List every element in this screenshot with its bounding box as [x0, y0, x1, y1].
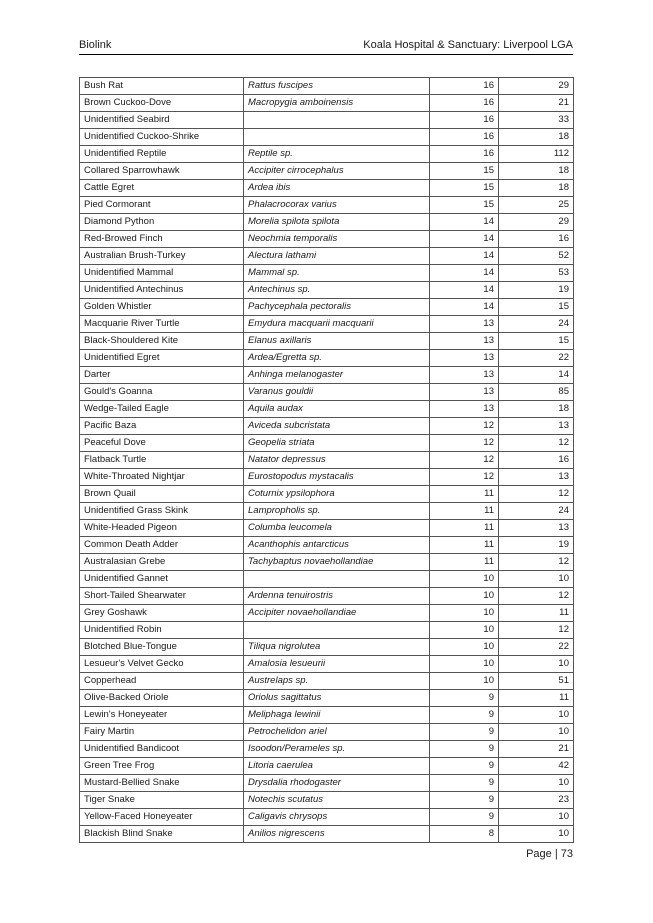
table-row	[80, 826, 574, 843]
count-cell-1: 8	[430, 826, 499, 843]
scientific-name-cell: Austrelaps sp.	[244, 673, 430, 690]
common-name-cell: Lesueur's Velvet Gecko	[80, 656, 244, 673]
scientific-name-cell: Amalosia lesueurii	[244, 656, 430, 673]
count-cell-1: 14	[430, 265, 499, 282]
table-row	[80, 197, 574, 214]
count-cell-2: 19	[499, 537, 574, 554]
table-row	[80, 588, 574, 605]
count-cell-2: 18	[499, 163, 574, 180]
common-name-cell: Brown Quail	[80, 486, 244, 503]
table-row	[80, 146, 574, 163]
common-name-cell: Unidentified Bandicoot	[80, 741, 244, 758]
scientific-name-cell: Eurostopodus mystacalis	[244, 469, 430, 486]
table-row	[80, 690, 574, 707]
scientific-name-cell: Drysdalia rhodogaster	[244, 775, 430, 792]
scientific-name-cell: Tachybaptus novaehollandiae	[244, 554, 430, 571]
count-cell-1: 13	[430, 367, 499, 384]
count-cell-1: 9	[430, 775, 499, 792]
common-name-cell: Australasian Grebe	[80, 554, 244, 571]
table-row	[80, 809, 574, 826]
common-name-cell: Tiger Snake	[80, 792, 244, 809]
table-row	[80, 656, 574, 673]
scientific-name-cell: Mammal sp.	[244, 265, 430, 282]
common-name-cell: Pacific Baza	[80, 418, 244, 435]
count-cell-2: 85	[499, 384, 574, 401]
common-name-cell: Unidentified Seabird	[80, 112, 244, 129]
common-name-cell: Grey Goshawk	[80, 605, 244, 622]
common-name-cell: Unidentified Egret	[80, 350, 244, 367]
scientific-name-cell: Rattus fuscipes	[244, 78, 430, 95]
scientific-name-cell: Emydura macquarii macquarii	[244, 316, 430, 333]
count-cell-1: 9	[430, 792, 499, 809]
count-cell-2: 22	[499, 639, 574, 656]
page-number: Page | 73	[526, 848, 573, 860]
count-cell-1: 16	[430, 146, 499, 163]
scientific-name-cell	[244, 571, 430, 588]
count-cell-1: 16	[430, 78, 499, 95]
table-row	[80, 95, 574, 112]
count-cell-1: 11	[430, 520, 499, 537]
scientific-name-cell: Anhinga melanogaster	[244, 367, 430, 384]
common-name-cell: Red-Browed Finch	[80, 231, 244, 248]
table-row	[80, 231, 574, 248]
count-cell-1: 11	[430, 554, 499, 571]
count-cell-2: 10	[499, 707, 574, 724]
count-cell-2: 18	[499, 401, 574, 418]
count-cell-2: 10	[499, 724, 574, 741]
scientific-name-cell: Meliphaga lewinii	[244, 707, 430, 724]
scientific-name-cell: Columba leucomela	[244, 520, 430, 537]
table-row	[80, 520, 574, 537]
common-name-cell: Unidentified Antechinus	[80, 282, 244, 299]
scientific-name-cell: Petrochelidon ariel	[244, 724, 430, 741]
scientific-name-cell: Anilios nigrescens	[244, 826, 430, 843]
page-header	[79, 37, 573, 55]
common-name-cell: Collared Sparrowhawk	[80, 163, 244, 180]
count-cell-2: 18	[499, 129, 574, 146]
table-row	[80, 401, 574, 418]
scientific-name-cell: Acanthophis antarcticus	[244, 537, 430, 554]
count-cell-2: 12	[499, 622, 574, 639]
table-row	[80, 282, 574, 299]
table-row	[80, 316, 574, 333]
count-cell-2: 51	[499, 673, 574, 690]
table-row	[80, 163, 574, 180]
count-cell-1: 16	[430, 129, 499, 146]
common-name-cell: Lewin's Honeyeater	[80, 707, 244, 724]
common-name-cell: Unidentified Cuckoo-Shrike	[80, 129, 244, 146]
common-name-cell: Copperhead	[80, 673, 244, 690]
count-cell-1: 13	[430, 350, 499, 367]
table-row	[80, 605, 574, 622]
count-cell-2: 12	[499, 486, 574, 503]
count-cell-2: 42	[499, 758, 574, 775]
table-row	[80, 554, 574, 571]
count-cell-1: 12	[430, 452, 499, 469]
scientific-name-cell: Accipiter novaehollandiae	[244, 605, 430, 622]
scientific-name-cell: Aviceda subcristata	[244, 418, 430, 435]
count-cell-1: 10	[430, 588, 499, 605]
count-cell-1: 10	[430, 622, 499, 639]
scientific-name-cell: Caligavis chrysops	[244, 809, 430, 826]
scientific-name-cell: Notechis scutatus	[244, 792, 430, 809]
common-name-cell: Gould's Goanna	[80, 384, 244, 401]
count-cell-2: 24	[499, 316, 574, 333]
count-cell-2: 16	[499, 231, 574, 248]
count-cell-2: 11	[499, 605, 574, 622]
common-name-cell: Green Tree Frog	[80, 758, 244, 775]
scientific-name-cell: Lampropholis sp.	[244, 503, 430, 520]
common-name-cell: Cattle Egret	[80, 180, 244, 197]
count-cell-2: 29	[499, 214, 574, 231]
count-cell-2: 10	[499, 809, 574, 826]
common-name-cell: White-Headed Pigeon	[80, 520, 244, 537]
common-name-cell: Pied Cormorant	[80, 197, 244, 214]
count-cell-2: 14	[499, 367, 574, 384]
common-name-cell: Fairy Martin	[80, 724, 244, 741]
table-row	[80, 452, 574, 469]
table-row	[80, 367, 574, 384]
count-cell-2: 13	[499, 469, 574, 486]
count-cell-1: 12	[430, 435, 499, 452]
count-cell-1: 14	[430, 214, 499, 231]
common-name-cell: Unidentified Robin	[80, 622, 244, 639]
count-cell-1: 13	[430, 333, 499, 350]
scientific-name-cell: Oriolus sagittatus	[244, 690, 430, 707]
table-row	[80, 350, 574, 367]
table-row	[80, 571, 574, 588]
count-cell-2: 12	[499, 588, 574, 605]
scientific-name-cell: Litoria caerulea	[244, 758, 430, 775]
count-cell-1: 14	[430, 248, 499, 265]
count-cell-2: 112	[499, 146, 574, 163]
count-cell-2: 52	[499, 248, 574, 265]
scientific-name-cell: Ardea ibis	[244, 180, 430, 197]
common-name-cell: Unidentified Grass Skink	[80, 503, 244, 520]
scientific-name-cell: Reptile sp.	[244, 146, 430, 163]
count-cell-1: 11	[430, 486, 499, 503]
scientific-name-cell: Accipiter cirrocephalus	[244, 163, 430, 180]
scientific-name-cell: Phalacrocorax varius	[244, 197, 430, 214]
common-name-cell: Darter	[80, 367, 244, 384]
table-row	[80, 707, 574, 724]
scientific-name-cell: Morelia spilota spilota	[244, 214, 430, 231]
table-row	[80, 486, 574, 503]
scientific-name-cell	[244, 129, 430, 146]
count-cell-2: 22	[499, 350, 574, 367]
count-cell-1: 10	[430, 656, 499, 673]
scientific-name-cell: Varanus gouldii	[244, 384, 430, 401]
count-cell-1: 9	[430, 707, 499, 724]
common-name-cell: Short-Tailed Shearwater	[80, 588, 244, 605]
table-row	[80, 78, 574, 95]
common-name-cell: Yellow-Faced Honeyeater	[80, 809, 244, 826]
common-name-cell: Black-Shouldered Kite	[80, 333, 244, 350]
count-cell-1: 9	[430, 758, 499, 775]
common-name-cell: Brown Cuckoo-Dove	[80, 95, 244, 112]
count-cell-2: 23	[499, 792, 574, 809]
common-name-cell: Blotched Blue-Tongue	[80, 639, 244, 656]
count-cell-2: 25	[499, 197, 574, 214]
count-cell-1: 13	[430, 384, 499, 401]
common-name-cell: Flatback Turtle	[80, 452, 244, 469]
count-cell-1: 10	[430, 571, 499, 588]
scientific-name-cell: Coturnix ypsilophora	[244, 486, 430, 503]
count-cell-1: 14	[430, 299, 499, 316]
scientific-name-cell: Pachycephala pectoralis	[244, 299, 430, 316]
scientific-name-cell: Geopelia striata	[244, 435, 430, 452]
count-cell-1: 9	[430, 724, 499, 741]
common-name-cell: Golden Whistler	[80, 299, 244, 316]
common-name-cell: Unidentified Reptile	[80, 146, 244, 163]
table-row	[80, 673, 574, 690]
header-left-title: Biolink	[79, 39, 112, 51]
table-row	[80, 299, 574, 316]
common-name-cell: Common Death Adder	[80, 537, 244, 554]
scientific-name-cell: Ardea/Egretta sp.	[244, 350, 430, 367]
count-cell-2: 18	[499, 180, 574, 197]
table-row	[80, 129, 574, 146]
table-row	[80, 180, 574, 197]
table-row	[80, 248, 574, 265]
table-row	[80, 333, 574, 350]
count-cell-2: 33	[499, 112, 574, 129]
table-row	[80, 435, 574, 452]
count-cell-1: 16	[430, 112, 499, 129]
count-cell-2: 12	[499, 554, 574, 571]
count-cell-2: 13	[499, 418, 574, 435]
common-name-cell: Peaceful Dove	[80, 435, 244, 452]
count-cell-1: 14	[430, 282, 499, 299]
count-cell-1: 13	[430, 316, 499, 333]
count-cell-2: 13	[499, 520, 574, 537]
common-name-cell: Unidentified Mammal	[80, 265, 244, 282]
scientific-name-cell	[244, 622, 430, 639]
count-cell-1: 15	[430, 180, 499, 197]
count-cell-2: 10	[499, 656, 574, 673]
common-name-cell: Blackish Blind Snake	[80, 826, 244, 843]
count-cell-1: 13	[430, 401, 499, 418]
count-cell-1: 12	[430, 469, 499, 486]
scientific-name-cell: Macropygia amboinensis	[244, 95, 430, 112]
count-cell-1: 16	[430, 95, 499, 112]
count-cell-1: 11	[430, 503, 499, 520]
table-row	[80, 418, 574, 435]
common-name-cell: Wedge-Tailed Eagle	[80, 401, 244, 418]
count-cell-1: 9	[430, 690, 499, 707]
scientific-name-cell: Aquila audax	[244, 401, 430, 418]
scientific-name-cell: Antechinus sp.	[244, 282, 430, 299]
header-right-title: Koala Hospital & Sanctuary: Liverpool LGA	[363, 39, 573, 51]
count-cell-1: 10	[430, 639, 499, 656]
count-cell-2: 19	[499, 282, 574, 299]
count-cell-2: 15	[499, 333, 574, 350]
count-cell-2: 10	[499, 826, 574, 843]
scientific-name-cell: Isoodon/Perameles sp.	[244, 741, 430, 758]
count-cell-1: 12	[430, 418, 499, 435]
count-cell-2: 11	[499, 690, 574, 707]
count-cell-2: 15	[499, 299, 574, 316]
common-name-cell: Olive-Backed Oriole	[80, 690, 244, 707]
scientific-name-cell: Neochmia temporalis	[244, 231, 430, 248]
table-row	[80, 775, 574, 792]
table-row	[80, 741, 574, 758]
count-cell-1: 14	[430, 231, 499, 248]
scientific-name-cell: Natator depressus	[244, 452, 430, 469]
count-cell-2: 29	[499, 78, 574, 95]
species-table	[79, 77, 574, 843]
scientific-name-cell: Tiliqua nigrolutea	[244, 639, 430, 656]
count-cell-1: 15	[430, 197, 499, 214]
count-cell-1: 10	[430, 605, 499, 622]
common-name-cell: Mustard-Bellied Snake	[80, 775, 244, 792]
count-cell-2: 12	[499, 435, 574, 452]
scientific-name-cell: Alectura lathami	[244, 248, 430, 265]
count-cell-2: 16	[499, 452, 574, 469]
table-row	[80, 758, 574, 775]
species-table-body	[80, 78, 574, 843]
table-row	[80, 214, 574, 231]
count-cell-1: 9	[430, 741, 499, 758]
count-cell-1: 15	[430, 163, 499, 180]
common-name-cell: Macquarie River Turtle	[80, 316, 244, 333]
common-name-cell: Australian Brush-Turkey	[80, 248, 244, 265]
common-name-cell: Diamond Python	[80, 214, 244, 231]
scientific-name-cell	[244, 112, 430, 129]
common-name-cell: White-Throated Nightjar	[80, 469, 244, 486]
scientific-name-cell: Ardenna tenuirostris	[244, 588, 430, 605]
table-row	[80, 622, 574, 639]
table-row	[80, 112, 574, 129]
scientific-name-cell: Elanus axillaris	[244, 333, 430, 350]
count-cell-2: 53	[499, 265, 574, 282]
table-row	[80, 639, 574, 656]
table-row	[80, 537, 574, 554]
count-cell-1: 11	[430, 537, 499, 554]
table-row	[80, 384, 574, 401]
table-row	[80, 724, 574, 741]
common-name-cell: Bush Rat	[80, 78, 244, 95]
count-cell-1: 10	[430, 673, 499, 690]
common-name-cell: Unidentified Gannet	[80, 571, 244, 588]
table-row	[80, 265, 574, 282]
count-cell-2: 10	[499, 571, 574, 588]
count-cell-1: 9	[430, 809, 499, 826]
count-cell-2: 10	[499, 775, 574, 792]
count-cell-2: 21	[499, 95, 574, 112]
count-cell-2: 21	[499, 741, 574, 758]
table-row	[80, 503, 574, 520]
count-cell-2: 24	[499, 503, 574, 520]
table-row	[80, 469, 574, 486]
table-row	[80, 792, 574, 809]
